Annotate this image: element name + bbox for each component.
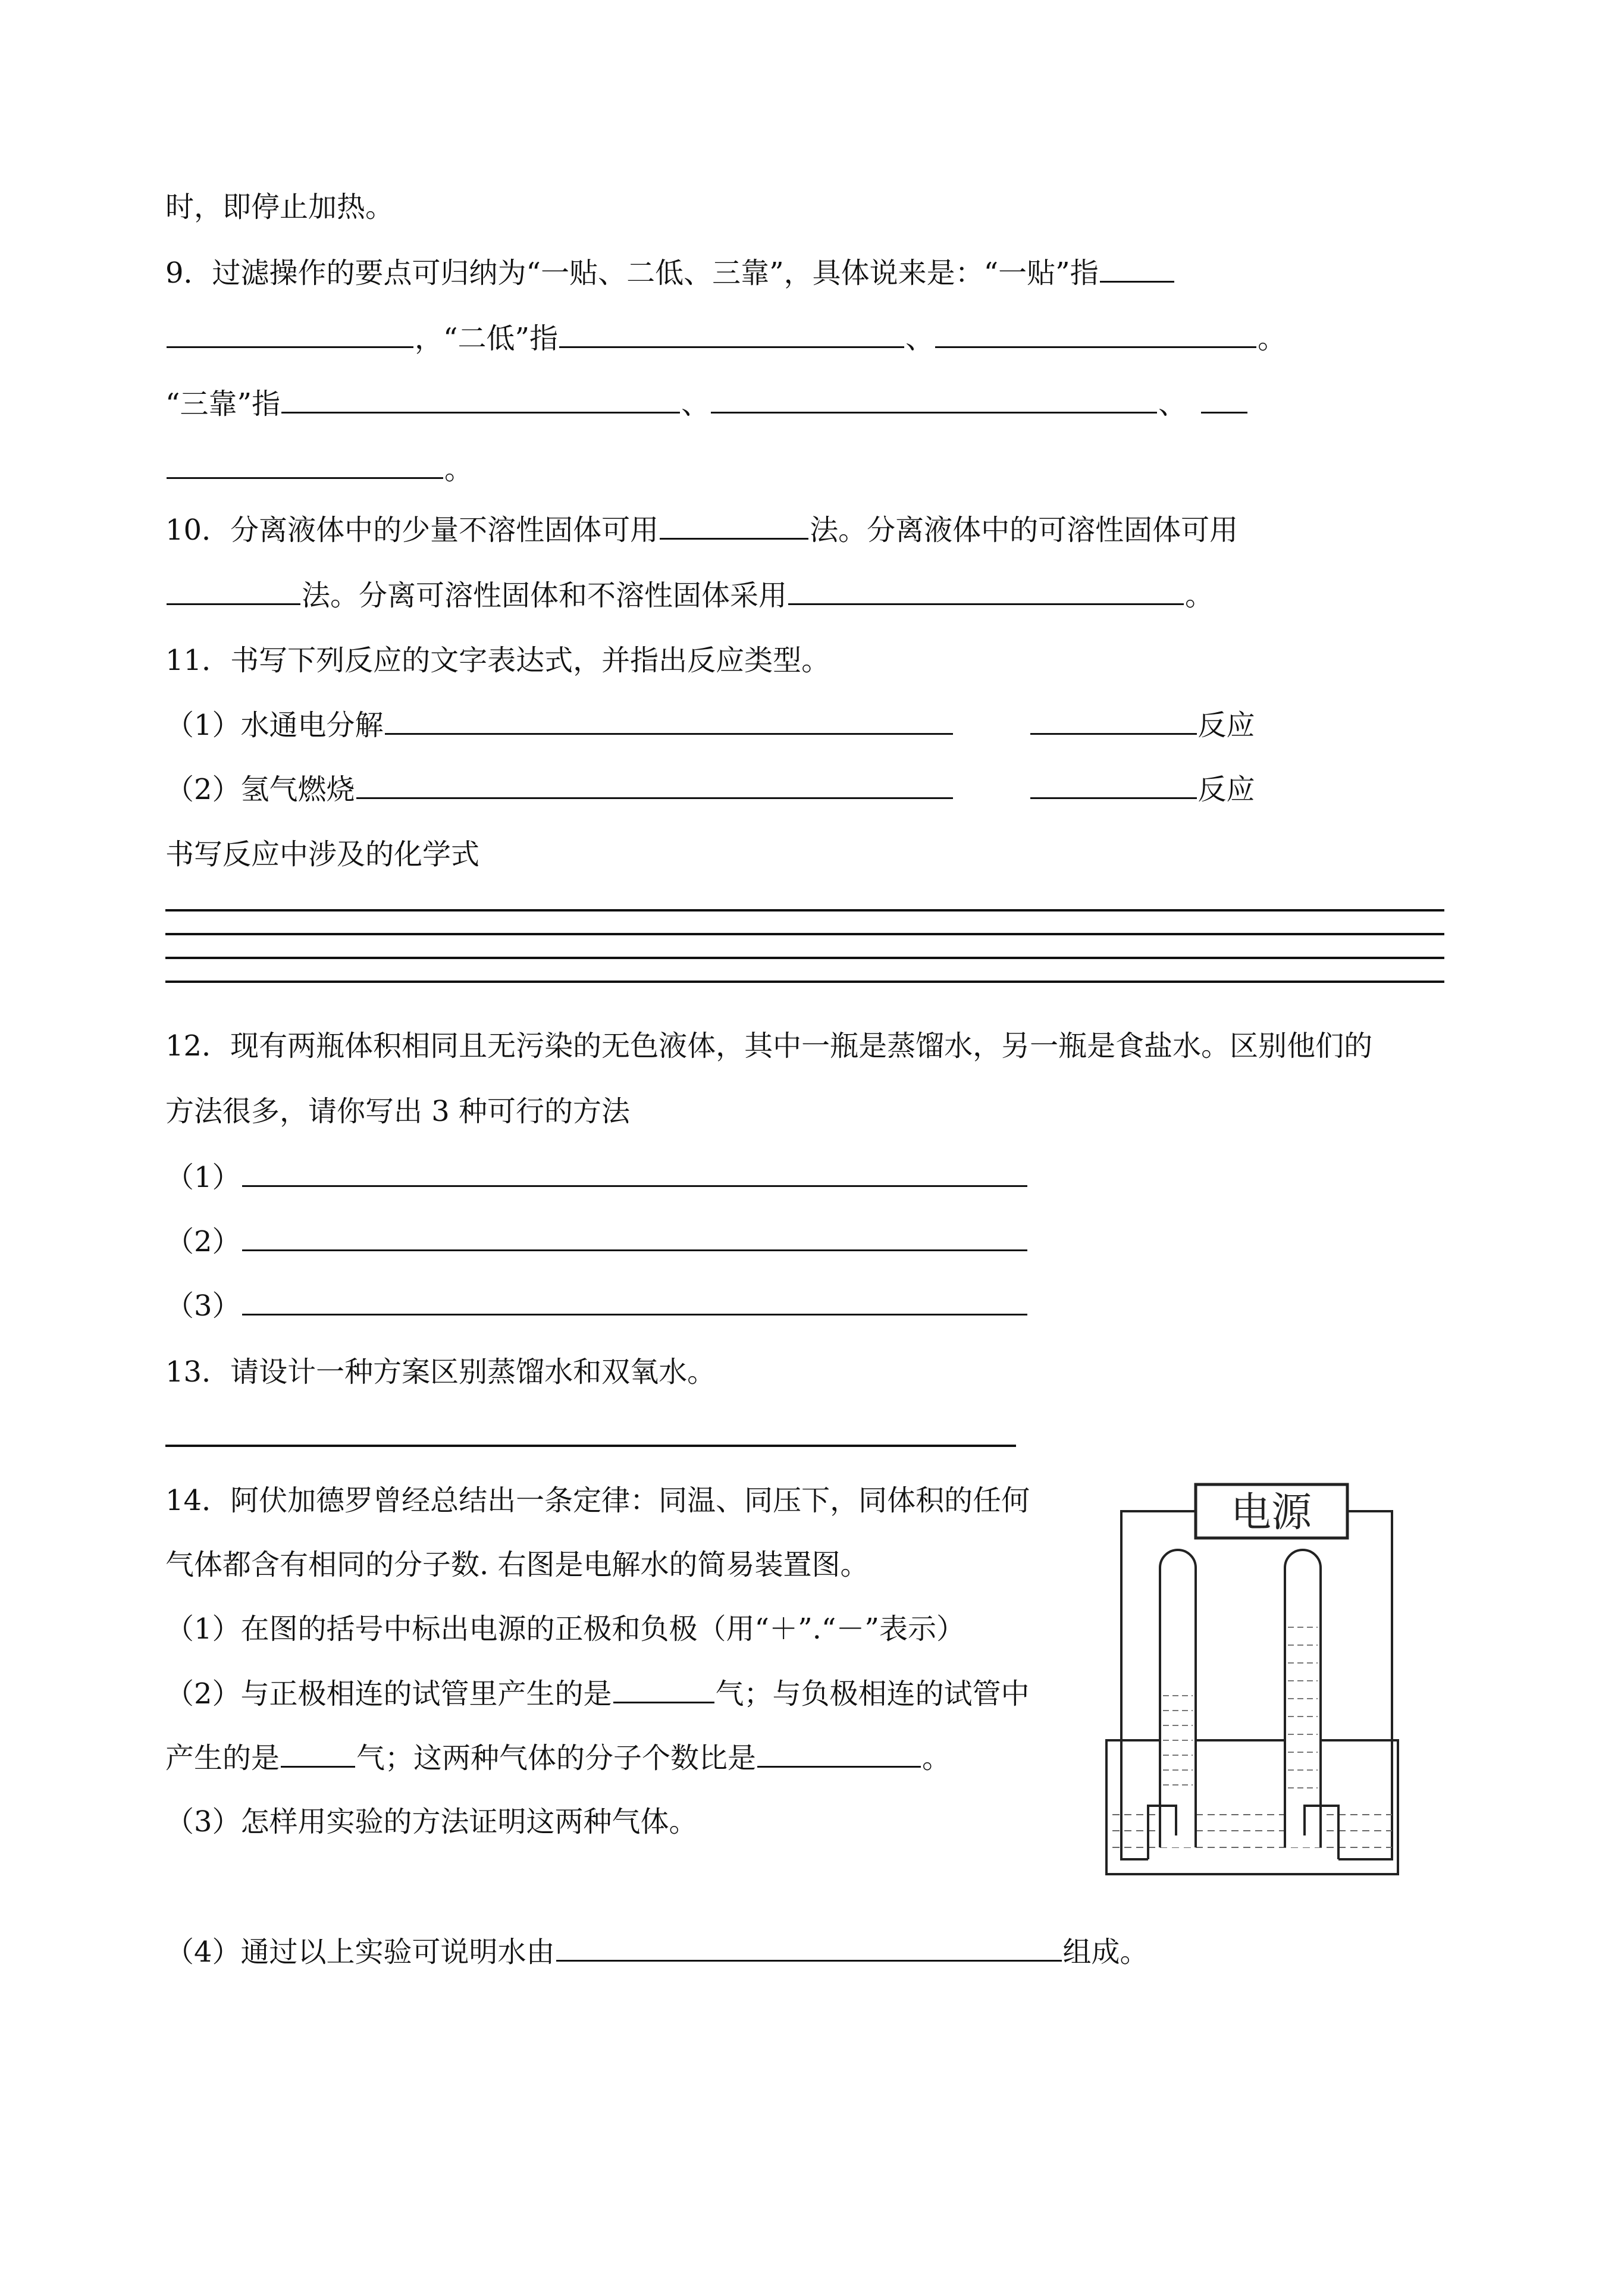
question-12-item-2: （2） [165, 1223, 1029, 1260]
reaction-type-blank[interactable] [1030, 771, 1197, 799]
left-test-tube [1160, 1550, 1196, 1847]
answer-rule[interactable] [165, 981, 1444, 983]
question-12-line-2: 方法很多，请你写出 3 种可行的方法 [165, 1095, 631, 1128]
question-9-line-4: 。 [165, 451, 473, 487]
question-10-line-1: 10．分离液体中的少量不溶性固体可用 法。分离液体中的可溶性固体可用 [165, 512, 1238, 548]
answer-blank[interactable] [613, 1675, 714, 1703]
question-12-item-3: （3） [165, 1288, 1029, 1324]
question-14-item-4: （4）通过以上实验可说明水由 组成。 [165, 1934, 1149, 1970]
question-12-line-1: 12．现有两瓶体积相同且无污染的无色液体，其中一瓶是蒸馏水，另一瓶是食盐水。区别他们的 [165, 1029, 1373, 1063]
question-9-line-1: 9．过滤操作的要点可归纳为“一贴、二低、三靠”，具体说来是：“一贴”指 [165, 255, 1175, 291]
answer-blank[interactable] [385, 707, 953, 735]
question-10-line-2: 法。分离可溶性固体和不溶性固体采用 。 [165, 577, 1214, 613]
power-supply-label: 电源 [1230, 1489, 1312, 1536]
question-11-item-2: （2）氢气燃烧 反应 [165, 771, 1255, 807]
answer-blank[interactable] [1100, 255, 1174, 283]
answer-blank[interactable] [281, 386, 680, 414]
question-14-item-1: （1）在图的括号中标出电源的正极和负极（用“＋”.“－”表示） [165, 1612, 965, 1646]
line-continuation: 时，即停止加热。 [165, 190, 394, 224]
answer-rule[interactable] [165, 933, 1444, 935]
answer-blank[interactable] [167, 577, 300, 605]
answer-blank[interactable] [559, 320, 904, 348]
answer-blank[interactable] [242, 1223, 1027, 1251]
answer-blank[interactable] [1201, 386, 1247, 414]
answer-blank[interactable] [167, 320, 413, 348]
water-trough [1106, 1740, 1398, 1874]
question-12-item-1: （1） [165, 1159, 1029, 1195]
question-11-item-1: （1）水通电分解 反应 [165, 707, 1255, 743]
question-14-line-2: 气体都含有相同的分子数. 右图是电解水的简易装置图。 [165, 1548, 869, 1581]
question-14-item-2a: （2）与正极相连的试管里产生的是 气；与负极相连的试管中 [165, 1675, 1030, 1712]
question-9-line-2: ，“二低”指 、 。 [165, 320, 1286, 356]
answer-rule[interactable] [165, 957, 1444, 959]
reaction-type-blank[interactable] [1030, 707, 1197, 735]
question-14-line-1: 14．阿伏加德罗曾经总结出一条定律：同温、同压下，同体积的任何 [165, 1484, 1030, 1517]
answer-blank[interactable] [281, 1740, 355, 1768]
answer-rule[interactable] [165, 1445, 1016, 1447]
answer-blank[interactable] [242, 1159, 1027, 1187]
question-11-formula-prompt: 书写反应中涉及的化学式 [165, 838, 480, 871]
answer-blank[interactable] [935, 320, 1256, 348]
answer-rule[interactable] [165, 909, 1444, 911]
question-14-item-3: （3）怎样用实验的方法证明这两种气体。 [165, 1805, 698, 1838]
answer-blank[interactable] [711, 386, 1157, 414]
question-9-line-3: “三靠”指 、 、 [165, 386, 1249, 422]
answer-blank[interactable] [356, 771, 953, 799]
answer-blank[interactable] [242, 1288, 1027, 1315]
answer-blank[interactable] [660, 512, 808, 540]
answer-blank[interactable] [556, 1934, 1062, 1962]
answer-blank[interactable] [167, 451, 443, 479]
question-11-prompt: 11．书写下列反应的文字表达式，并指出反应类型。 [165, 644, 830, 677]
electrolysis-apparatus-figure [1103, 1467, 1413, 1883]
question-14-item-2b: 产生的是 气；这两种气体的分子个数比是 。 [165, 1740, 951, 1776]
question-13-prompt: 13．请设计一种方案区别蒸馏水和双氧水。 [165, 1355, 716, 1389]
answer-blank[interactable] [757, 1740, 921, 1768]
answer-blank[interactable] [788, 577, 1184, 605]
